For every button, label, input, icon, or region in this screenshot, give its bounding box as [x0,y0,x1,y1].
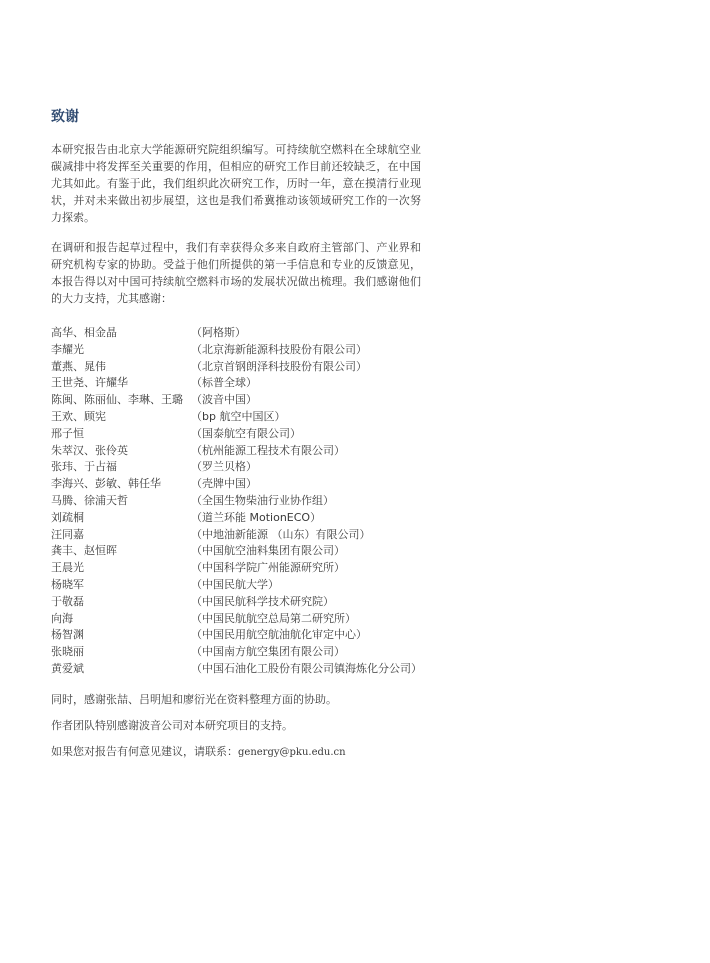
thanks-organization: （中国民航航空总局第二研究所） [191,611,356,625]
thanks-organization: （中国航空油料集团有限公司） [191,544,345,558]
thanks-name: 张玮、于占福 [51,460,117,474]
gratitude-paragraph: 在调研和报告起草过程中，我们有幸获得众多来自政府主管部门、产业界和研究机构专家的协助。受益于他们所提供的第一手信息和专业的反馈意见，本报告得以对中国可持续航空燃料市场的发展状况做出梳理。我们感谢他们的大力支持，尤其感谢： [51,241,421,305]
thanks-name: 王欢、顾宪 [51,409,106,423]
boeing-note: 作者团队特别感谢波音公司对本研究项目的支持。 [51,718,293,732]
list-item [51,644,421,661]
thanks-organization: （中国南方航空集团有限公司） [191,645,345,659]
thanks-organization: （杭州能源工程技术有限公司） [191,443,345,457]
thanks-name: 王世尧、许耀华 [51,376,128,390]
thanks-name: 龚丰、赵恒晖 [51,544,117,558]
thanks-name: 李耀光 [51,342,84,356]
thanks-name: 杨智渊 [51,628,84,642]
list-item [51,375,421,392]
list-item [51,476,421,493]
list-item [51,359,421,376]
thanks-name: 向海 [51,611,73,625]
contact-note [51,744,421,761]
list-item [51,543,421,560]
thanks-organization: （标普全球） [191,376,257,390]
thanks-name: 汪同嘉 [51,527,84,541]
list-item [51,577,421,594]
list-item [51,426,421,443]
thanks-name: 朱萃汉、张伶英 [51,443,128,457]
thanks-name: 黄爱斌 [51,661,84,675]
thanks-name: 高华、相金晶 [51,326,117,339]
intro-paragraph: 本研究报告由北京大学能源研究院组织编写。可持续航空燃料在全球航空业碳减排中将发挥至关重要的作用，但相应的研究工作目前还较缺乏，在中国尤其如此。有鉴于此，我们组织此次研究工作，历时一年，意在摸清行业现状，并对未来做出初步展望，这也是我们希冀推动该领域研究工作的一次努力探索。 [51,143,421,224]
assist-note: 同时，感谢张喆、吕明旭和廖衍光在资料整理方面的协助。 [51,692,337,706]
thanks-organization: （北京首钢朗泽科技股份有限公司） [191,359,367,373]
thanks-name: 杨晓军 [51,577,84,591]
list-item [51,560,421,577]
thanks-name: 于敬磊 [51,594,84,608]
thanks-organization: （道兰环能 MotionECO） [191,510,322,524]
thanks-name: 陈闽、陈丽仙、李琳、王璐 [51,393,183,407]
thanks-name: 王晨光 [51,561,84,575]
list-item [51,611,421,628]
contact-email-link[interactable]: genergy@pku.edu.cn [238,746,346,758]
thanks-name: 邢子恒 [51,426,84,440]
list-item [51,627,421,644]
contact-prefix: 如果您对报告有何意见建议，请联系： [51,744,238,758]
list-item [51,459,421,476]
thanks-organization: （bp 航空中国区） [191,409,286,423]
thanks-name: 张晓丽 [51,645,84,659]
list-item [51,392,421,409]
list-item [51,342,421,359]
thanks-organization: （中国民航科学技术研究院） [191,594,334,608]
list-item [51,493,421,510]
list-item [51,527,421,544]
thanks-organization: （中国科学院广州能源研究所） [191,561,345,575]
list-item [51,409,421,426]
list-item [51,510,421,527]
thanks-name: 马腾、徐浦天哲 [51,493,128,507]
thanks-organization: （全国生物柴油行业协作组） [191,493,334,507]
thanks-name: 刘疏桐 [51,510,84,524]
list-item [51,443,421,460]
thanks-organization: （中国民用航空航油航化审定中心） [191,628,367,642]
thanks-name: 李海兴、彭敏、韩任华 [51,477,161,491]
page-title: 致谢 [51,109,79,125]
thanks-organization: （北京海新能源科技股份有限公司） [191,342,367,356]
list-item [51,594,421,611]
thanks-organization: （中国民航大学） [191,577,279,591]
thanks-organization: （罗兰贝格） [191,460,257,474]
thanks-list [51,325,421,678]
list-item [51,325,421,342]
list-item [51,661,421,678]
thanks-organization: （中国石油化工股份有限公司镇海炼化分公司） [191,661,422,675]
thanks-organization: （壳牌中国） [191,477,257,491]
thanks-organization: （国泰航空有限公司） [191,426,301,440]
thanks-organization: （波音中国） [191,393,257,407]
acknowledgements-page [51,108,421,771]
thanks-name: 董燕、晁伟 [51,359,106,373]
thanks-organization: （阿格斯） [191,326,246,339]
thanks-organization: （中地油新能源 （山东）有限公司） [191,527,371,541]
